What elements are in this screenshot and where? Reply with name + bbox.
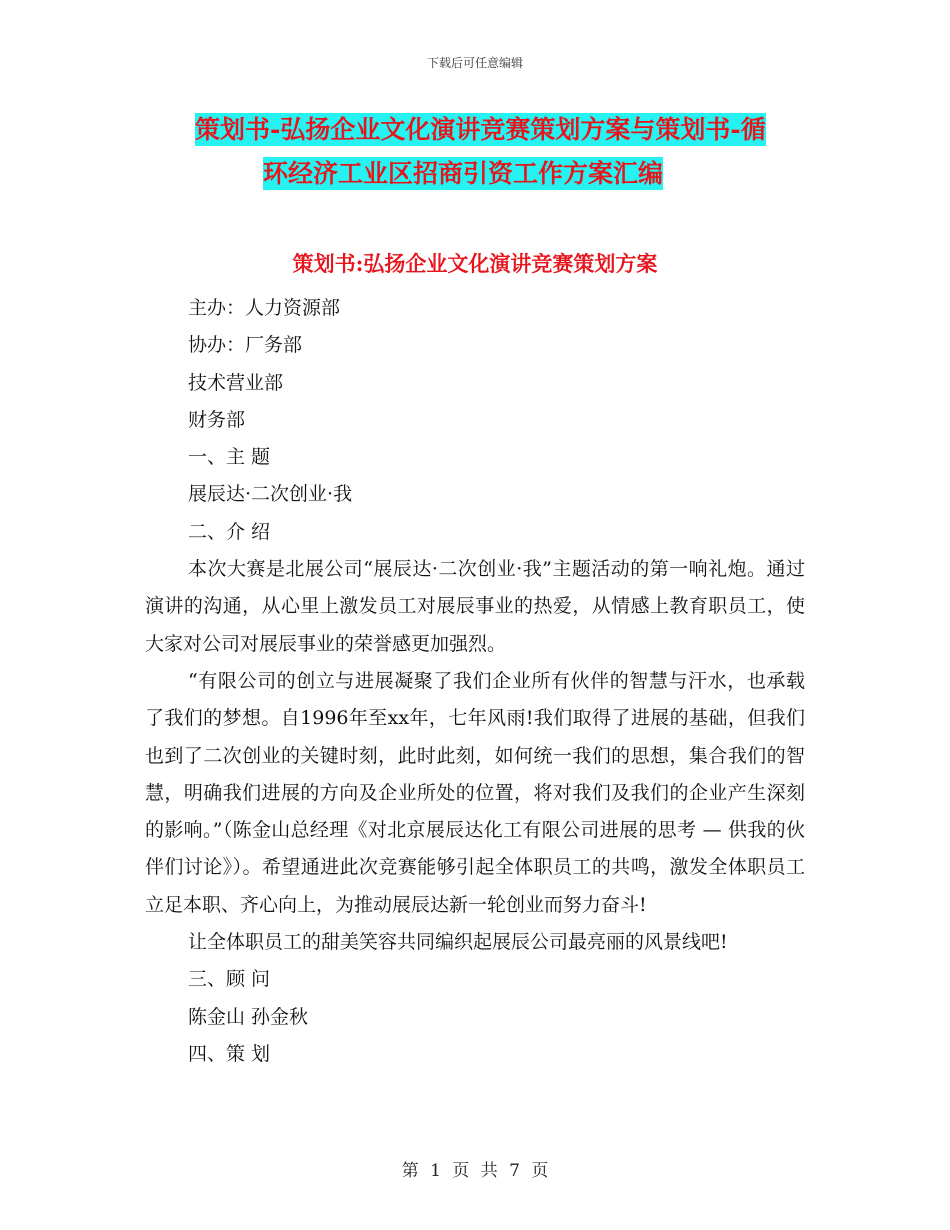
heading-theme: 一、主 题: [188, 446, 271, 469]
dept-finance-line: 财务部: [188, 408, 246, 431]
intro-paragraph-3: 让全体职员工的甜美笑容共同编织起展辰公司最亮丽的风景线吧!: [188, 931, 728, 954]
dept-tech-line: 技术营业部: [188, 371, 284, 394]
heading-planning: 四、策 划: [188, 1042, 271, 1065]
document-title-line-2: 环经济工业区招商引资工作方案汇编: [263, 159, 664, 188]
heading-intro: 二、介 绍: [188, 520, 271, 543]
organizer-line: 主办：人力资源部: [188, 297, 341, 319]
intro-paragraph-1: 本次大赛是北展公司“展辰达·二次创业·我”主题活动的第一响礼炮。通过演讲的沟通，从心里上激发员工对展辰事业的热爱，从情感上教育职员工，使大家对公司对展辰事业的荣誉感更加强烈。: [145, 558, 805, 655]
heading-advisor: 三、顾 问: [188, 968, 271, 991]
header-note: 下载后可任意编辑: [426, 56, 523, 70]
theme-text: 展辰达·二次创业·我: [188, 483, 353, 506]
intro-paragraph-2: “有限公司的创立与进展凝聚了我们企业所有伙伴的智慧与汗水，也承载了我们的梦想。自1996年至xx年，七年风雨!我们取得了进展的基础，但我们也到了二次创业的关键时刻，此时此刻，如何统一我们的思想，集合我们的智慧，明确我们进展的方向及企业所处的位置，将对我们及我们的企业产生深刻的影响。”（陈金山总经理《对北京展辰达化工有限公司进展的思考 — 供我的伙伴们讨论》）。希望通进此次竞赛能够引起全体职员工的共鸣，激发全体职员工立足本职、齐心向上，为推动展辰达新一轮创业而努力奋斗!: [145, 669, 805, 916]
document-body: [145, 290, 805, 1073]
document-title: [145, 108, 810, 196]
section-title: 策划书:弘扬企业文化演讲竞赛策划方案: [292, 251, 658, 276]
co-organizer-line: 协办：厂务部: [188, 334, 303, 357]
document-title-line-1: 策划书-弘扬企业文化演讲竞赛策划方案与策划书-循: [195, 115, 766, 144]
advisors-text: 陈金山 孙金秋: [188, 1005, 309, 1028]
page-footer: 第 1 页 共 7 页: [401, 1161, 549, 1181]
